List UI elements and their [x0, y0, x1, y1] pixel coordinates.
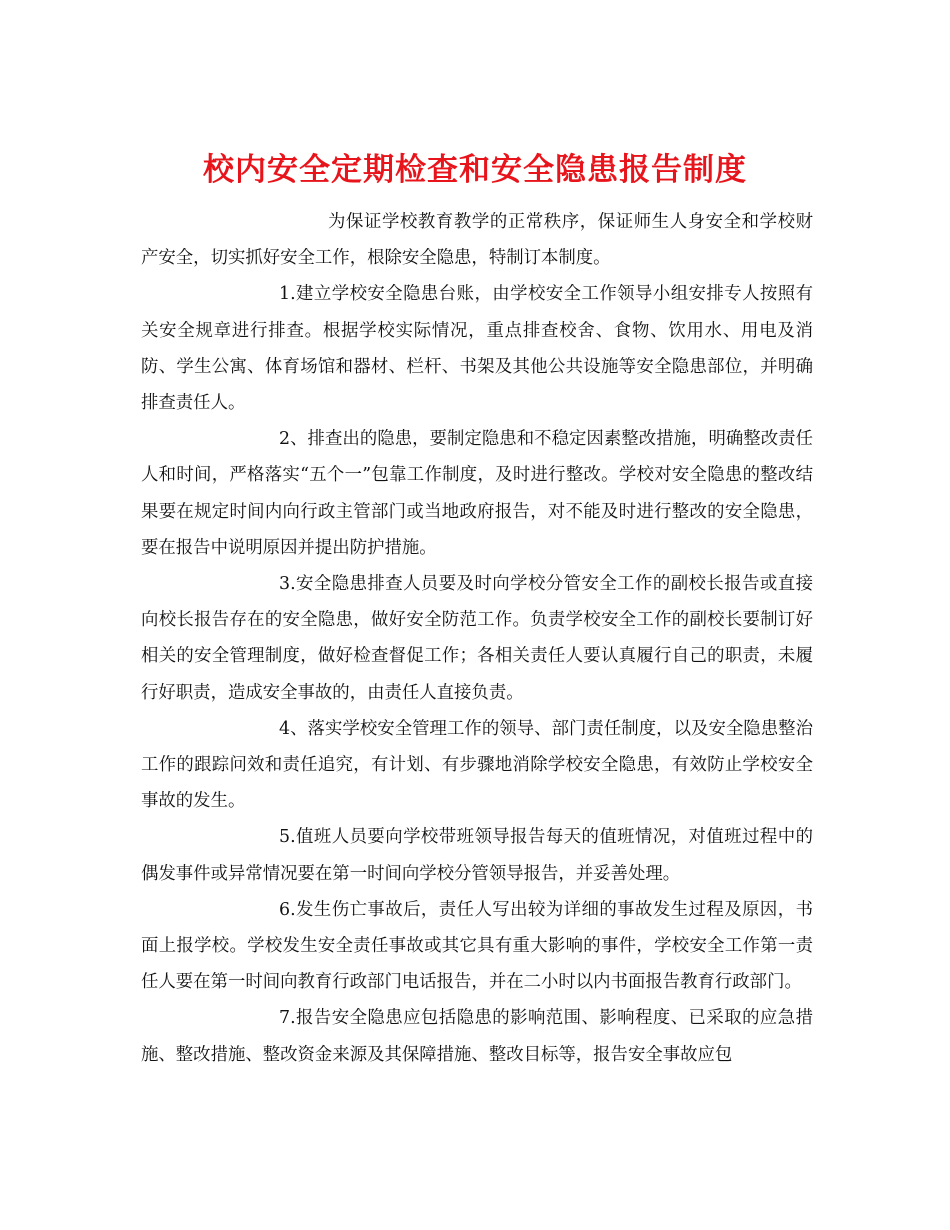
- paragraph-item-5: 5.值班人员要向学校带班领导报告每天的值班情况，对值班过程中的偶发事件或异常情况要在第一时间向学校分管领导报告，并妥善处理。: [141, 827, 813, 884]
- document-title: 校内安全定期检查和安全隐患报告制度: [203, 151, 747, 188]
- document-body: [141, 204, 813, 1073]
- paragraph-intro: 为保证学校教育教学的正常秩序，保证师生人身安全和学校财产安全，切实抓好安全工作，根除安全隐患，特制订本制度。: [141, 212, 813, 269]
- paragraph-item-7: 7.报告安全隐患应包括隐患的影响范围、影响程度、已采取的应急措施、整改措施、整改资金来源及其保障措施、整改目标等，报告安全事故应包: [141, 1008, 813, 1065]
- paragraph-item-1: 1.建立学校安全隐患台账，由学校安全工作领导小组安排专人按照有关安全规章进行排查。根据学校实际情况，重点排查校舍、食物、饮用水、用电及消防、学生公寓、体育场馆和器材、栏杆、书架及其他公共设施等安全隐患部位，并明确排查责任人。: [141, 284, 813, 414]
- paragraph-item-4: 4、落实学校安全管理工作的领导、部门责任制度，以及安全隐患整治工作的跟踪问效和责任追究，有计划、有步骤地消除学校安全隐患，有效防止学校安全事故的发生。: [141, 718, 813, 812]
- paragraph-item-3: 3.安全隐患排查人员要及时向学校分管安全工作的副校长报告或直接向校长报告存在的安全隐患，做好安全防范工作。负责学校安全工作的副校长要制订好相关的安全管理制度，做好检查督促工作；各相关责任人要认真履行自己的职责，未履行好职责，造成安全事故的，由责任人直接负责。: [141, 574, 813, 703]
- paragraph-item-6: 6.发生伤亡事故后，责任人写出较为详细的事故发生过程及原因，书面上报学校。学校发生安全责任事故或其它具有重大影响的事件，学校安全工作第一责任人要在第一时间向教育行政部门电话报告，并在二小时以内书面报告教育行政部门。: [141, 899, 813, 993]
- paragraph-item-2: 2、排查出的隐患，要制定隐患和不稳定因素整改措施，明确整改责任人和时间，严格落实“五个一”包靠工作制度，及时进行整改。学校对安全隐患的整改结果要在规定时间内向行政主管部门或当地政府报告，对不能及时进行整改的安全隐患，要在报告中说明原因并提出防护措施。: [141, 429, 813, 558]
